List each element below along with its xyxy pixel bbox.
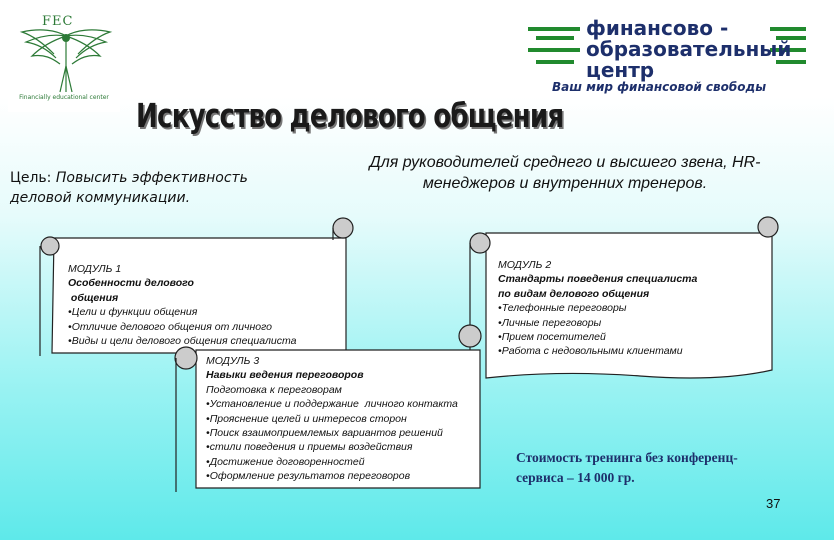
- goal-label: Цель:: [10, 170, 52, 186]
- module-1-item: • Отличие делового общения от личного: [68, 320, 344, 334]
- scroll-2-left-curl: [470, 233, 490, 253]
- price-line-2-text: сервиса – 14 000 гр: [516, 470, 632, 485]
- module-2-item: • Прием посетителей: [498, 330, 770, 344]
- module-2-title-line-2: по видам делового общения: [498, 287, 650, 300]
- brand-line-2: образовательный: [586, 37, 792, 61]
- scroll-2-top-curl: [758, 217, 778, 237]
- module-1-title-line-1: Особенности делового: [68, 277, 194, 290]
- module-3-title: Навыки ведения переговоров: [206, 369, 364, 382]
- module-3-item: • Поиск взаимоприемлемых вариантов решений: [206, 426, 480, 440]
- module-3-item: • Оформление результатов переговоров: [206, 469, 480, 483]
- price-line-1: Стоимость тренинга без конференц-: [516, 450, 738, 465]
- module-3-item: • Достижение договоренностей: [206, 455, 480, 469]
- brand-tagline: Ваш мир финансовой свободы: [552, 80, 767, 94]
- module-1: [68, 262, 344, 348]
- scroll-1-top-curl: [333, 218, 353, 238]
- module-3: [206, 354, 480, 484]
- scroll-3-top-curl: [459, 325, 481, 347]
- module-2-title-line-1: Стандарты поведения специалиста: [498, 273, 698, 286]
- module-3-subtitle: Подготовка к переговорам: [206, 383, 342, 396]
- module-2-item: • Телефонные переговоры: [498, 301, 770, 315]
- price-line-2-end: .: [631, 470, 635, 485]
- brand-line-3: центр: [586, 58, 655, 82]
- logo-abbreviation: FEC: [42, 14, 74, 29]
- module-3-item: • Установление и поддержание личного контакта: [206, 397, 480, 411]
- scroll-1-left-curl: [41, 237, 59, 255]
- page-title: Искусство делового общения: [136, 96, 564, 135]
- module-2-number: МОДУЛЬ 2: [498, 259, 552, 271]
- audience-text: Для руководителей среднего и высшего звена, HR-менеджеров и внутренних тренеров.: [369, 154, 761, 192]
- module-2: [498, 258, 770, 359]
- module-1-item: • Виды и цели делового общения специалиста: [68, 334, 344, 348]
- module-3-number: МОДУЛЬ 3: [206, 355, 260, 367]
- module-1-item: • Цели и функции общения: [68, 305, 344, 319]
- price-info: [516, 448, 816, 488]
- module-2-item: • Личные переговоры: [498, 316, 770, 330]
- price-line-2: [516, 468, 816, 488]
- module-1-title-line-2: общения: [68, 291, 119, 304]
- scroll-3-left-curl: [175, 347, 197, 369]
- page-number: 37: [766, 496, 781, 511]
- goal-description: Повысить эффективность деловой коммуникации.: [10, 170, 248, 206]
- module-1-number: МОДУЛЬ 1: [68, 263, 122, 275]
- module-3-item: • Прояснение целей и интересов сторон: [206, 412, 480, 426]
- brand-line-1: финансово -: [586, 16, 729, 40]
- logo-caption: Financially educational center: [19, 94, 109, 101]
- module-3-item: • стили поведения и приемы воздействия: [206, 440, 480, 454]
- module-2-item: • Работа с недовольными клиентами: [498, 344, 770, 358]
